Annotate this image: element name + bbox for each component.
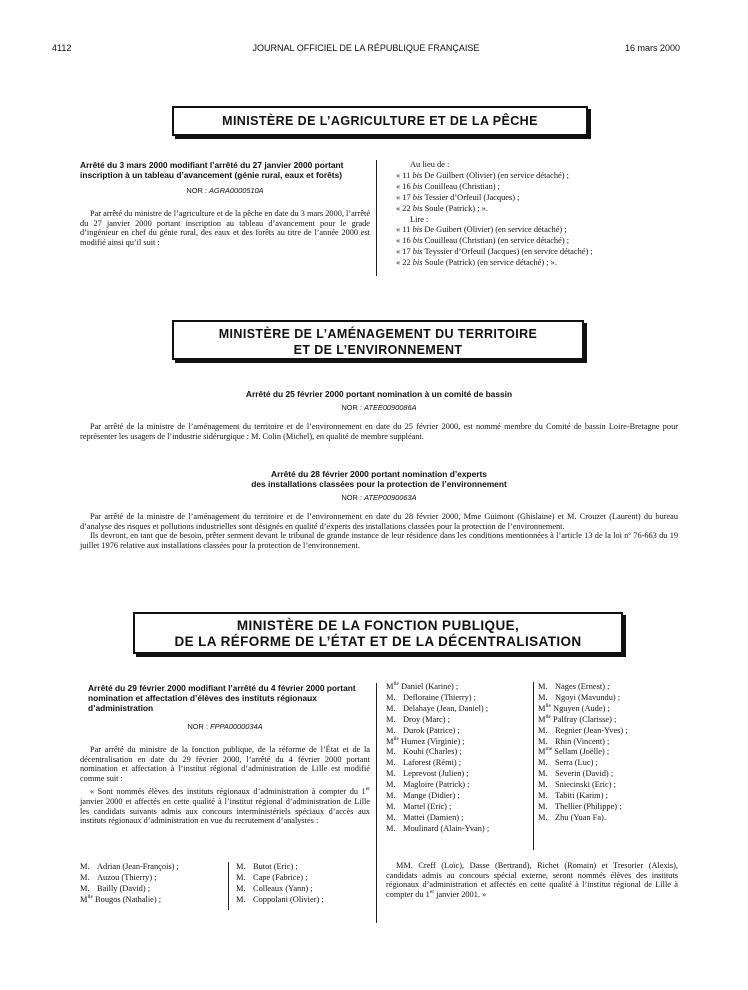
page-number: 4112 (52, 43, 72, 53)
name-text: Severin (David) ; (555, 769, 614, 779)
name-entry (386, 791, 532, 802)
name-entry (80, 873, 225, 884)
civil-service-decree-body-1: Par arrêté du ministre de la fonction publique, de la réforme de l’État et de la décentralisation en date du 29 février 2000, l’arrêté du 4 février 2000 portant nomination et affectation à l’institut régional d’administration de Lille est modifié comme suit : (80, 745, 370, 783)
name-text: Daniel (Karine) ; (401, 682, 459, 691)
name-entry (386, 824, 532, 835)
name-title: M. (236, 894, 246, 904)
name-text: Mange (Didier) ; (403, 791, 460, 801)
name-title: M. (538, 736, 548, 746)
name-title: M. (386, 823, 396, 833)
name-title: M. (538, 812, 548, 822)
name-text: Magloire (Patrick) ; (403, 780, 470, 790)
name-title: M. (386, 692, 396, 702)
names-column-1 (80, 862, 225, 906)
name-entry (386, 704, 532, 715)
ministry-civil-service-title-line1: MINISTÈRE DE LA FONCTION PUBLIQUE, (236, 618, 520, 633)
name-entry (236, 884, 376, 895)
names-column-2 (236, 862, 376, 906)
environment-decree-2 (80, 469, 678, 550)
ministry-environment-title-line2: ET DE L’ENVIRONNEMENT (293, 343, 463, 357)
name-text: Nages (Ernest) ; (555, 682, 610, 691)
name-text: Butot (Eric) ; (253, 862, 298, 871)
ministry-civil-service-heading (133, 612, 623, 654)
environment-decree-1-body: Par arrêté de la ministre de l’aménagement du territoire et de l’environnement en date du 25 février 2000, est nommé membre du Comité de bassin Loire-Bretagne pour représenter les usagers de l’industrie sidérurgique : M. Colin (Michel), en qualité de membre suppléant. (80, 422, 678, 441)
name-text: Palfray (Clarisse) ; (553, 714, 617, 724)
lire-item: « 11 bis De Guibert (Olivier) (en service détaché) ; (396, 225, 567, 235)
journal-title: JOURNAL OFFICIEL DE LA RÉPUBLIQUE FRANÇAISE (252, 43, 480, 53)
name-title: M. (386, 801, 396, 811)
name-title: M. (386, 725, 396, 735)
civil-service-nor-code: FPPA0000034A (210, 722, 263, 731)
au-lieu-item: « 16 bis Couilleau (Christian) ; (396, 181, 500, 191)
name-text: Bailly (David) ; (97, 883, 151, 893)
name-entry (80, 862, 225, 873)
name-entry (80, 884, 225, 895)
column-divider-2 (376, 683, 377, 923)
name-title: M (386, 682, 394, 691)
name-text: Humez (Virginie) ; (401, 736, 465, 746)
environment-decree-2-nor: NOR : ATEP0090063A (341, 493, 417, 502)
ministry-civil-service-title-line2: DE LA RÉFORME DE L’ÉTAT ET DE LA DÉCENTRALISATION (174, 634, 582, 649)
name-title: M. (538, 769, 548, 779)
name-entry (236, 862, 376, 873)
name-title: M (386, 736, 394, 746)
name-title: M. (538, 758, 548, 768)
name-title: M. (538, 780, 548, 790)
name-text: Nguyen (Aude) ; (553, 703, 610, 713)
name-entry (538, 769, 684, 780)
name-entry: $M^{lle}$ Palfray (Clarisse) ; (538, 713, 617, 724)
issue-date: 16 mars 2000 (624, 43, 680, 53)
name-text: Cape (Fabrice) ; (253, 872, 308, 882)
name-text: Moulinard (Alain-Yvan) ; (403, 823, 490, 833)
name-entry (386, 693, 532, 704)
lire-item: « 16 bis Couilleau (Christian) (en service détaché) ; (396, 236, 570, 246)
name-text: Sellam (Joëlle) ; (554, 747, 610, 757)
name-entry (386, 813, 532, 824)
agriculture-amendments (396, 160, 686, 269)
name-entry (538, 802, 684, 813)
name-text: Tabiti (Karim) ; (555, 791, 608, 801)
name-text: Coppolani (Olivier) ; (253, 894, 324, 904)
name-text: Koubi (Charles) ; (403, 747, 462, 757)
ministry-environment-title-line1: MINISTÈRE DE L’AMÉNAGEMENT DU TERRITOIRE (218, 327, 538, 341)
name-text: Droy (Marc) ; (403, 714, 450, 724)
name-entry (538, 791, 684, 802)
name-title: M. (80, 883, 90, 893)
environment-decree-1 (80, 389, 678, 441)
lire-label: Lire : (410, 214, 429, 224)
civil-service-decree-body-2: « Sont nommés élèves des instituts régionaux d’administration à compter du 1er janvier 2000 et affectés en cette qualité à l’institut régional d’administration de Lille les candidats suivants admis aux concours interministériels spéciaux d’accès aux instituts régionaux d’administration en vue du recrutement d’analystes : (80, 786, 370, 826)
name-entry (538, 780, 684, 791)
name-text: Bougos (Nathalie) ; (95, 894, 162, 904)
name-title: M. (236, 862, 246, 871)
name-entry (538, 693, 684, 704)
agriculture-decree (80, 160, 370, 247)
au-lieu-item: « 17 bis Tessier d’Orfeuil (Jacques) ; (396, 192, 520, 202)
lire-item: « 22 bis Soule (Patrick) (en service détaché) ; ». (396, 258, 557, 268)
name-title: M. (386, 758, 396, 768)
name-text: Serra (Luc) ; (555, 758, 598, 768)
name-title: M (538, 714, 546, 724)
name-title: M. (386, 791, 396, 801)
name-entry: $M^{lle}$ Nguyen (Aude) ; (538, 703, 610, 713)
column-divider (376, 160, 377, 276)
name-text: Colleaux (Yann) ; (253, 883, 313, 893)
agriculture-decree-body: Par arrêté du ministre de l’agriculture et de la pêche en date du 3 mars 2000, l’arrêté du 27 janvier 2000 portant inscription au tableau d’avancement pour le grade d’ingénieur en chef du génie rural, des eaux et des forêts au titre de l’année 2000 est modifié ainsi qu’il suit : (80, 209, 370, 247)
lire-item: « 17 bis Teyssier d’Orfeuil (Jacques) (en service détaché) ; (396, 247, 593, 257)
environment-decree-2-title-line1: Arrêté du 28 février 2000 portant nomination d’experts (271, 469, 487, 479)
name-text: Leprevost (Julien) ; (403, 769, 469, 779)
agriculture-decree-title: Arrêté du 3 mars 2000 modifiant l’arrêté du 27 janvier 2000 portant inscription à un tableau d’avancement (génie rural, eaux et forêts) (80, 160, 344, 180)
name-entry: $M^{lle}$ Humez (Virginie) ; (386, 735, 465, 746)
name-entry (236, 895, 376, 906)
civil-service-closing: MM. Creff (Loïc), Dasse (Bertrand), Richet (Romain) et Tresorier (Alexis), candidats admis au concours spécial externe, seront nommés élèves des instituts régionaux d’administration et affectés en cette qualité à l’institut régional de Lille à compter du 1er janvier 2001. » (386, 861, 678, 899)
agriculture-nor: NOR : AGRA0000510A (186, 186, 264, 195)
name-text: Durok (Patrice) ; (403, 725, 460, 735)
name-title: M. (80, 872, 90, 882)
name-entry: $M^{lle}$ Bougos (Nathalie) ; (80, 893, 162, 904)
names-column-3 (386, 682, 532, 835)
name-title: M (538, 703, 546, 713)
name-entry (538, 726, 684, 737)
name-text: Defloraine (Thierry) ; (403, 692, 477, 702)
name-title: M. (538, 692, 548, 702)
name-title: M. (80, 862, 90, 871)
name-entry (538, 682, 684, 693)
name-entry (538, 737, 684, 748)
environment-decree-2-body-2: Ils devront, en tant que de besoin, prêter serment devant le tribunal de grande instance de leur résidence dans les conditions mentionnées à l’article 13 de la loi nº 76-663 du 19 juillet 1976 relative aux installations classées pour la protection de l’environnement. (80, 531, 678, 550)
name-title: M. (386, 714, 396, 724)
name-text: Martel (Eric) ; (403, 801, 452, 811)
name-text: Mattei (Damien) ; (403, 812, 464, 822)
name-entry (538, 758, 684, 769)
name-entry (386, 802, 532, 813)
names-divider (228, 862, 229, 910)
ministry-agriculture-heading (172, 106, 588, 136)
name-entry (386, 747, 532, 758)
name-entry (386, 780, 532, 791)
name-text: Adrian (Jean-François) ; (97, 862, 179, 871)
ministry-environment-heading (172, 320, 584, 360)
lire-list (396, 225, 686, 269)
name-entry: $M^{me}$ Sellam (Joëlle) ; (538, 746, 610, 757)
name-text: Thellier (Philippe) ; (555, 801, 622, 811)
name-entry (386, 769, 532, 780)
name-entry: $M^{lle}$ Daniel (Karine) ; (386, 681, 459, 691)
name-title: M. (538, 725, 548, 735)
environment-decree-2-title-line2: des installations classées pour la protection de l’environnement (251, 479, 507, 489)
names-column-4 (538, 682, 684, 824)
environment-decree-2-body-1: Par arrêté de la ministre de l’aménagement du territoire et de l’environnement en date du 28 février 2000, Mme Guimont (Ghislaine) et M. Crouzet (Laurent) du bureau d’analyse des risques et pollutions industrielles sont désignés en qualité d’experts des installations classées pour la protection de l’environnement. (80, 512, 678, 531)
name-text: Laforest (Rémi) ; (403, 758, 462, 768)
name-title: M. (386, 812, 396, 822)
name-text: Regnier (Jean-Yves) ; (555, 725, 628, 735)
name-entry (386, 758, 532, 769)
name-entry (538, 813, 684, 824)
name-text: Zhu (Yuan Fa). (555, 812, 606, 822)
civil-service-decree (80, 683, 370, 826)
name-text: Sniecinski (Eric) ; (555, 780, 616, 790)
name-title: M. (236, 883, 246, 893)
page-header (52, 43, 680, 57)
agriculture-nor-code: AGRA0000510A (208, 186, 264, 195)
au-lieu-item: « 22 bis Soule (Patrick) ; ». (396, 203, 488, 213)
name-text: Rhin (Vincent) ; (555, 736, 610, 746)
name-title: M. (386, 703, 396, 713)
name-title: M. (538, 791, 548, 801)
name-title: M. (386, 780, 396, 790)
environment-decree-1-nor: NOR : ATEE0090086A (341, 403, 417, 412)
name-title: M (80, 894, 88, 904)
au-lieu-list (396, 171, 686, 215)
name-entry (236, 873, 376, 884)
environment-decree-1-title: Arrêté du 25 février 2000 portant nomination à un comité de bassin (245, 389, 513, 399)
name-title: M. (386, 769, 396, 779)
name-text: Ngoyi (Mavundu) ; (555, 692, 621, 702)
name-title: M. (538, 801, 548, 811)
civil-service-nor: NOR : FPPA0000034A (187, 722, 263, 731)
names-divider-2 (533, 682, 534, 850)
au-lieu-item: « 11 bis De Guilbert (Olivier) (en service détaché) ; (396, 170, 569, 180)
ministry-agriculture-title: MINISTÈRE DE L’AGRICULTURE ET DE LA PÊCHE (222, 114, 538, 128)
name-title: M. (236, 872, 246, 882)
name-title: M. (538, 682, 548, 691)
name-entry (386, 726, 532, 737)
name-title: M (538, 747, 546, 757)
name-text: Delahaye (Jean, Daniel) ; (403, 703, 489, 713)
name-text: Auzou (Thierry) ; (97, 872, 157, 882)
name-entry (386, 715, 532, 726)
au-lieu-label: Au lieu de : (410, 160, 450, 169)
civil-service-decree-title: Arrêté du 29 février 2000 modifiant l’arrêté du 4 février 2000 portant nomination et affectation d’élèves des instituts régionaux d’administration (88, 683, 356, 713)
name-title: M. (386, 747, 396, 757)
